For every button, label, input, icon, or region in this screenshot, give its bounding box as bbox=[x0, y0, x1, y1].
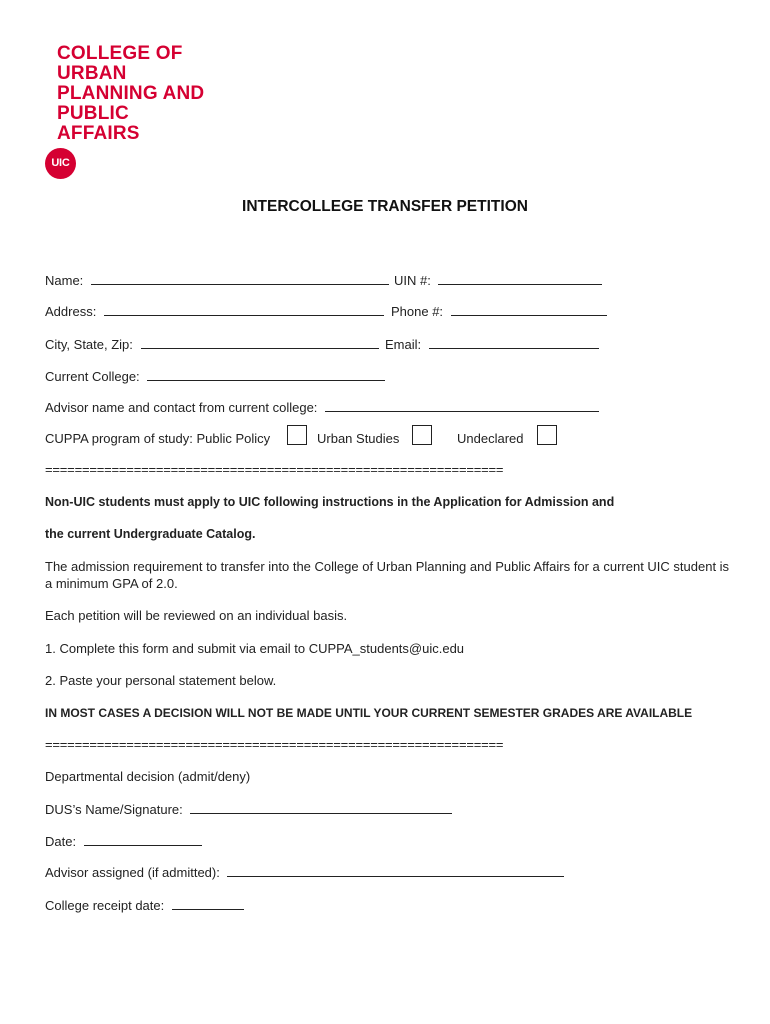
review-note: Each petition will be reviewed on an individual basis. bbox=[45, 608, 348, 623]
address-input[interactable] bbox=[104, 303, 384, 316]
dus-signature-field bbox=[45, 801, 452, 818]
uic-badge: UIC bbox=[45, 148, 76, 179]
undeclared-label: Undeclared bbox=[457, 431, 524, 446]
current-college-label: Current College: bbox=[45, 369, 140, 384]
step-2: 2. Paste your personal statement below. bbox=[45, 673, 277, 688]
name-input[interactable] bbox=[91, 272, 389, 285]
name-field bbox=[45, 272, 389, 289]
address-label: Address: bbox=[45, 304, 97, 319]
city-label: City, State, Zip: bbox=[45, 337, 133, 352]
program-label: CUPPA program of study: Public Policy bbox=[45, 431, 271, 446]
urban-studies-label: Urban Studies bbox=[317, 431, 400, 446]
advisor-assigned-field bbox=[45, 864, 564, 881]
receipt-date-input[interactable] bbox=[172, 897, 244, 910]
receipt-date-label: College receipt date: bbox=[45, 898, 165, 913]
city-input[interactable] bbox=[141, 336, 379, 349]
non-uic-notice-cont: the current Undergraduate Catalog. bbox=[45, 527, 256, 541]
phone-field bbox=[391, 303, 607, 320]
email-input[interactable] bbox=[429, 336, 599, 349]
logo-line: PUBLIC bbox=[57, 103, 129, 124]
logo-line: PLANNING AND bbox=[57, 83, 205, 104]
college-logo bbox=[57, 44, 204, 144]
date-field bbox=[45, 833, 202, 850]
current-college-input[interactable] bbox=[147, 368, 385, 381]
logo-line: COLLEGE OF bbox=[57, 43, 183, 64]
address-field bbox=[45, 303, 384, 320]
advisor-assigned-input[interactable] bbox=[227, 864, 564, 877]
logo-line: AFFAIRS bbox=[57, 123, 140, 144]
uin-field bbox=[394, 272, 602, 289]
admission-requirement: The admission requirement to transfer into the College of Urban Planning and Public Affairs for a current UIC student is a minimum GPA of 2.0. bbox=[45, 559, 730, 591]
advisor-label: Advisor name and contact from current college: bbox=[45, 400, 318, 415]
non-uic-notice: Non-UIC students must apply to UIC following instructions in the Application for Admission and bbox=[45, 495, 615, 509]
dus-signature-label: DUS’s Name/Signature: bbox=[45, 802, 183, 817]
name-label: Name: bbox=[45, 273, 84, 288]
decision-warning: IN MOST CASES A DECISION WILL NOT BE MADE UNTIL YOUR CURRENT SEMESTER GRADES ARE AVAILABLE bbox=[45, 706, 693, 720]
email-field bbox=[385, 336, 599, 353]
page-title: INTERCOLLEGE TRANSFER PETITION bbox=[242, 198, 528, 215]
advisor-field bbox=[45, 399, 599, 416]
email-label: Email: bbox=[385, 337, 422, 352]
public-policy-checkbox[interactable] bbox=[287, 425, 307, 445]
dus-signature-input[interactable] bbox=[190, 801, 452, 814]
phone-input[interactable] bbox=[451, 303, 607, 316]
departmental-decision: Departmental decision (admit/deny) bbox=[45, 769, 251, 784]
separator: ============================================================== bbox=[45, 462, 504, 477]
step-1: 1. Complete this form and submit via email to CUPPA_students@uic.edu bbox=[45, 641, 465, 656]
date-label: Date: bbox=[45, 834, 77, 849]
receipt-date-field bbox=[45, 897, 244, 914]
uin-label: UIN #: bbox=[394, 273, 431, 288]
city-field bbox=[45, 336, 379, 353]
logo-line: URBAN bbox=[57, 63, 127, 84]
current-college-field bbox=[45, 368, 385, 385]
separator: ============================================================== bbox=[45, 737, 504, 752]
urban-studies-checkbox[interactable] bbox=[412, 425, 432, 445]
advisor-input[interactable] bbox=[325, 399, 599, 412]
date-input[interactable] bbox=[84, 833, 202, 846]
advisor-assigned-label: Advisor assigned (if admitted): bbox=[45, 865, 220, 880]
undeclared-checkbox[interactable] bbox=[537, 425, 557, 445]
phone-label: Phone #: bbox=[391, 304, 444, 319]
uin-input[interactable] bbox=[438, 272, 602, 285]
